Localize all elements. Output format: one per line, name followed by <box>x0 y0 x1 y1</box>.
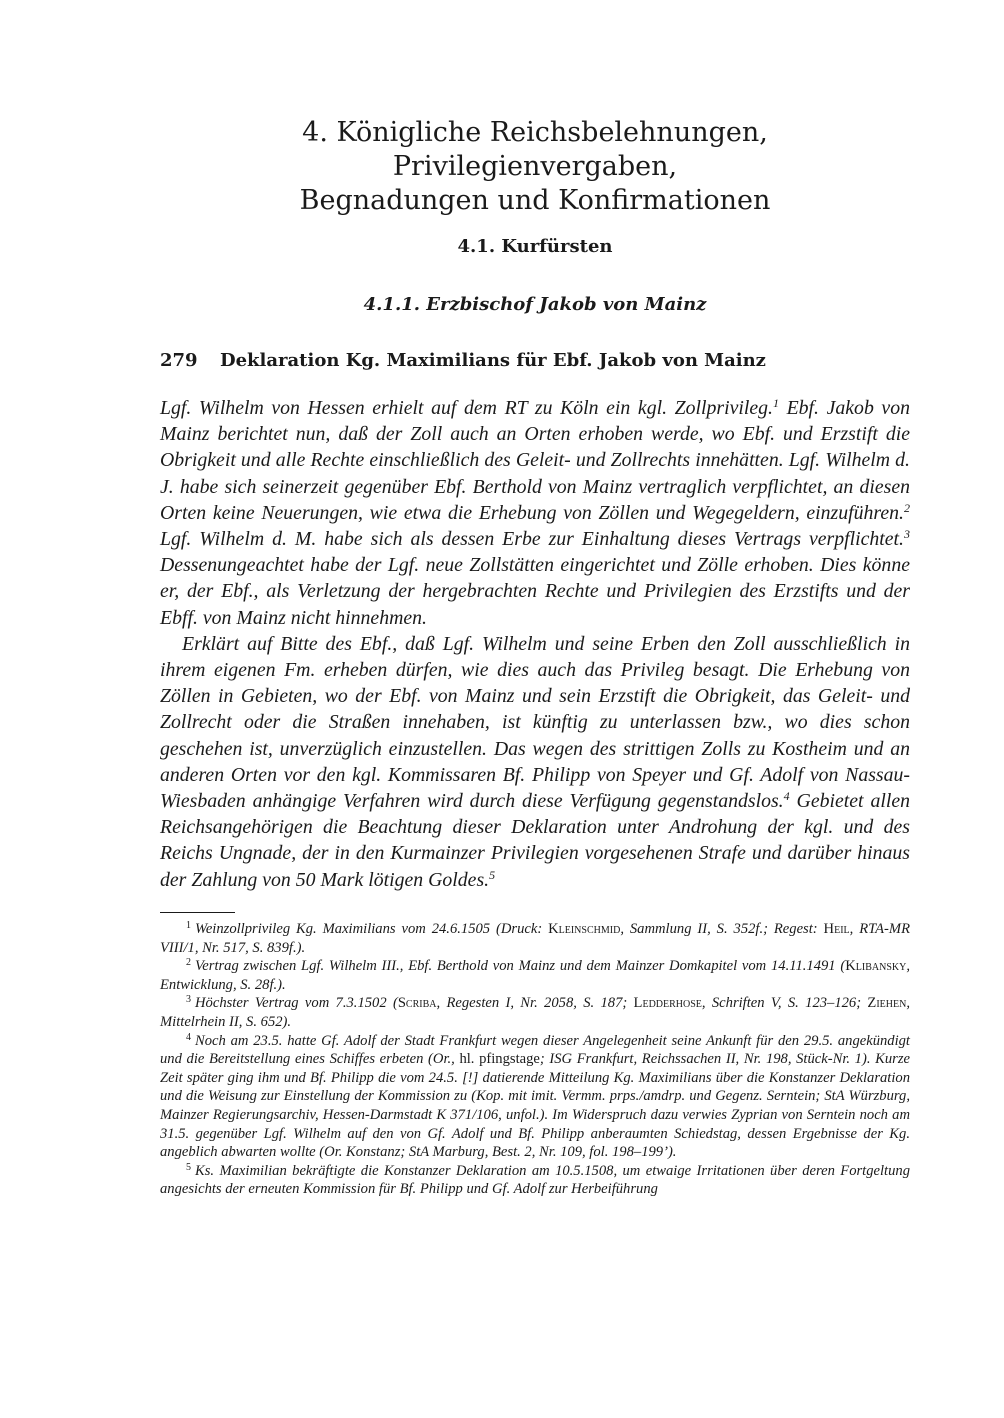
regest-text-segment: Lgf. Wilhelm d. M. habe sich als dessen Erbe zur Einhaltung dieses Vertrags verpflichtet. <box>160 528 904 551</box>
author-name: Klibansky <box>845 958 907 975</box>
regest-text-segment: Lgf. Wilhelm von Hessen erhielt auf dem RT zu Köln ein kgl. Zollprivileg. <box>160 397 773 419</box>
author-name: Ledderhose <box>633 995 702 1012</box>
regest-text-segment: Dessenungeachtet habe der Lgf. neue Zollstätten eingerichtet und Zölle erhoben. Dies könne er, der Ebf., als Verletzung der hergebrachten Rechte und Privilegien des Erzstifts und der Ebff. von Mainz nicht hinnehmen. <box>160 554 910 629</box>
subsection-title: 4.1.1. Erzbischof Jakob von Mainz <box>363 294 707 315</box>
footnote-text: , Entwicklung, S. 28f.). <box>160 958 910 993</box>
footnote-text: Noch am 23.5. hatte Gf. Adolf der Stadt Frankfurt wegen dieser Angelegenheit seine Ankunft für den 29.5. angekündigt und die Bereitstellung eines Schiffes erbeten (Or., <box>160 1032 910 1068</box>
author-name: Scriba <box>397 995 437 1012</box>
regest-text-segment: Erklärt auf Bitte des Ebf., daß Lgf. Wilhelm und seine Erben den Zoll ausschließlich in ihrem eigenen Fm. erheben dürfen, wie dies auch das Privileg besagt. Die Erhebung von Zöllen in Gebieten, wo der Ebf. von Mainz und sein Erzstift die Obrigkeit, das Geleit- und Zollrecht oder die Straßen innehaben, ist künftig zu unterlassen bzw., wo dies schon geschehen ist, unverzüglich einzustellen. Das wegen des strittigen Zolls zu Kostheim und an anderen Orten vor den kgl. Kommissaren Bf. Philipp von Speyer und Gf. Adolf von Nassau-Wiesbaden anhängige Verfahren wird durch diese Verfügung gegenstandslos. <box>160 632 910 813</box>
footnote-reference[interactable]: 1 <box>772 396 779 410</box>
author-name: Heil <box>823 921 850 937</box>
footnote-mark: 4 <box>186 1031 191 1043</box>
document-number: 279 <box>160 350 198 371</box>
chapter-title-line-2: Begnadungen und Konfirmationen <box>299 185 771 216</box>
footnote-text: , Schriften V, S. 123–126; <box>701 995 868 1012</box>
footnote-divider <box>160 912 235 913</box>
footnote-mark: 3 <box>186 994 191 1006</box>
footnotes <box>160 920 910 1199</box>
footnote-text: Höchster Vertrag vom 7.3.1502 ( <box>195 995 398 1012</box>
footnote-text: ; ISG Frankfurt, Reichssachen II, Nr. 198, Stück-Nr. 1). Kurze Zeit später ging ihm und Bf. Philipp die vom 24.5. [!] datierende Mitteilung Kg. Maximilians über die Konstanzer Deklaration und die Weisung zur Einstellung der Kommission zu (Kop. mit imit. Vermm. prps./amdrp. und Gegenz. Serntein; StA Würzburg, Mainzer Regierungsarchiv, Hessen-Darmstadt K 371/106, unfol.). Im Widerspruch dazu verwies Zyprian von Serntein noch am 31.5. gegenüber Lgf. Wilhelm auf den von Gf. Adolf und Bf. Philipp anberaumten Schiedstag, dessen Ergebnisse der Kg. angeblich abwarten wollte (Or. Konstanz; StA Marburg, Best. 2, Nr. 109, fol. 198–199’). <box>160 1051 910 1161</box>
document-title: Deklaration Kg. Maximilians für Ebf. Jakob von Mainz <box>220 350 766 371</box>
chapter-title-line-1: 4. Königliche Reichsbelehnungen, Privilegienvergaben, <box>302 117 768 182</box>
footnote-mark: 2 <box>186 957 191 969</box>
author-name: Kleinschmid <box>548 921 621 937</box>
footnote-reference[interactable]: 4 <box>783 789 790 804</box>
section-title: 4.1. Kurfürsten <box>457 236 613 257</box>
author-name: Ziehen <box>867 995 907 1012</box>
footnote-mark: 1 <box>186 920 191 931</box>
footnote-text: Weinzollprivileg Kg. Maximilians vom 24.6.1505 (Druck: <box>195 921 549 937</box>
chapter-title <box>160 116 910 218</box>
source-quote: hl. pfingstage <box>459 1051 540 1068</box>
footnote-text: , Mittelrhein II, S. 652). <box>160 995 910 1030</box>
footnote-reference[interactable]: 3 <box>904 527 910 542</box>
footnote-text: Vertrag zwischen Lgf. Wilhelm III., Ebf. Berthold von Mainz und dem Mainzer Domkapitel vom 14.11.1491 ( <box>195 958 846 975</box>
footnote-mark: 5 <box>186 1161 191 1173</box>
footnote-text: Ks. Maximilian bekräftigte die Konstanzer Deklaration am 10.5.1508, um etwaige Irritationen über deren Fortgeltung angesichts der erneuten Kommission für Bf. Philipp und Gf. Adolf zur Herbeiführung <box>160 1162 910 1198</box>
regest-paragraph-1 <box>160 395 910 631</box>
regest-text <box>160 395 910 893</box>
regest-paragraph-2 <box>160 631 910 893</box>
regest-text-segment: Gebietet allen Reichsangehörigen die Beachtung dieser Deklaration unter Androhung der kgl. und des Reichs Ungnade, der in den Kurmainzer Privilegien vorgesehenen Strafe und darüber hinaus der Zahlung von 50 Mark lötigen Goldes. <box>160 790 911 891</box>
footnote-text: , RTA-MR VIII/1, Nr. 517, S. 839f.). <box>160 921 910 956</box>
footnote-reference[interactable]: 5 <box>489 867 496 882</box>
footnote-2 <box>160 957 910 994</box>
footnote-reference[interactable]: 2 <box>904 500 910 515</box>
footnote-5 <box>160 1162 910 1199</box>
footnote-1 <box>160 920 910 957</box>
footnote-text: , Regesten I, Nr. 2058, S. 187; <box>436 995 634 1012</box>
footnote-4 <box>160 1032 910 1162</box>
document-heading <box>160 350 910 371</box>
footnote-text: , Sammlung II, S. 352f.; Regest: <box>620 921 824 937</box>
regest-text-segment: Ebf. Jakob von Mainz berichtet nun, daß der Zoll auch an Orten erhoben werde, wo Ebf. und Erzstift die Obrigkeit und alle Rechte einschließlich des Geleit- und Zollrechts innehätten. Lgf. Wilhelm d. J. habe sich seinerzeit gegenüber Ebf. Berthold von Mainz vertraglich verpflichtet, an diesen Orten keine Neuerungen, wie etwa die Erhebung von Zöllen und Wegegeldern, einzuführen. <box>160 397 910 524</box>
footnote-3 <box>160 994 910 1031</box>
